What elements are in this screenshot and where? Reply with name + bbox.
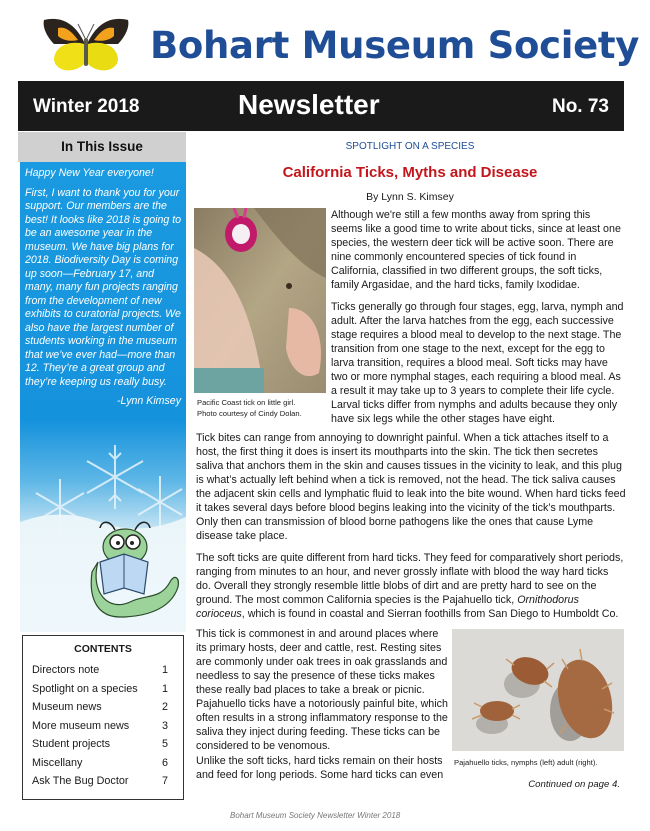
article-paragraph: Ticks generally go through four stages, egg, larva, nymph and adult. After the larva hatches from the egg, each successive stage requires a blood meal to develop to the next stage. The transition from one stage to the next, except for the egg to larva transition, requires a blood meal. Soft ticks may have two or more nymphal stages, each requiring a blood meal. As a result it may take up to 3 years to complete their life cycle. Larval ticks differ from nymphs and adults because they only have six legs while the other stages have eight. [331,301,624,425]
contents-item-label: Directors note [32,664,100,676]
contents-item-page: 2 [161,701,168,713]
directors-note [25,167,183,415]
caption-line: Pacific Coast tick on little girl. [197,398,296,407]
child-scalp-image [194,208,326,393]
newsletter-banner [18,81,624,131]
contents-item[interactable] [23,661,183,680]
contents-item-page: 7 [161,775,168,787]
issue-season: Winter 2018 [33,96,140,117]
photo-caption: Pajahuello ticks, nymphs (left) adult (right). [454,758,598,767]
paragraph-text: The soft ticks are quite different from hard ticks. They feed for comparatively short periods, ranging from minutes to an hour, and never grossly inflate with blood the way hard ticks do. Overall they strongly resemble little blobs of dirt and are pretty hard to see on the ground. The most common California species is the Pajahuello tick, [196,552,624,606]
article-headline: California Ticks, Myths and Disease [282,164,538,181]
contents-box [22,635,184,800]
article-byline: By Lynn S. Kimsey [366,191,454,203]
article-paragraph [196,551,626,621]
butterfly-icon [40,14,132,76]
issue-number: No. 73 [551,96,609,117]
contents-item[interactable] [23,698,183,717]
note-greeting: Happy New Year everyone! [25,167,154,179]
contents-item-label: Miscellany [32,756,83,769]
pajahuello-ticks-photo [452,629,624,751]
newsletter-title: Newsletter [238,89,380,120]
masthead [0,0,650,80]
caption-credit: Photo courtesy of Cindy Dolan. [197,409,302,418]
contents-item-label: More museum news [32,719,130,732]
paragraph-text: , which is found in coastal and Sierran foothills from San Diego to Humboldt Co. [241,608,619,620]
article-paragraph: This tick is commonest in and around places where its primary hosts, deer and cattle, rest. Resting sites are commonly under oak trees in oak grasslands and needless to say the presence of these ticks makes these really bad places to take a break or picnic. Pajahuello ticks have a notoriously painful bite, which often results in a strong inflammatory response to the saliva they inject during feeding. These ticks can be considered to be venomous. [196,628,448,752]
contents-item-label: Student projects [32,738,111,750]
species-name: Ornithodorus corioceus [196,594,579,620]
contents-item[interactable] [23,717,183,736]
contents-item[interactable] [23,680,183,699]
continued-link[interactable]: Continued on page 4. [528,779,620,790]
article-paragraph: Unlike the soft ticks, hard ticks remain on their hosts and feed for long periods. Some hard ticks can even [196,755,444,781]
note-body: First, I want to thank you for your support. Our members are the best! It looks like 2018 is going to be an awesome year in the museum. We have big plans for 2018. Biodiversity Day is coming up soon—February 17, and many, many fun projects ranging from the development of new exhibits to curatorial projects. We also have the largest number of students working in the museum that we’ve ever had—more than 12. They’re a great group and they’re keeping us really busy. [25,186,182,388]
contents-item-page: 6 [161,756,168,769]
contents-item-label: Ask The Bug Doctor [32,775,129,787]
contents-item[interactable] [23,754,183,773]
contents-item-page: 1 [161,664,168,676]
tick-on-child-photo [194,208,326,393]
directors-note-panel [20,162,186,632]
ticks-image [452,629,624,751]
in-this-issue-heading: In This Issue [18,132,186,162]
contents-item-page: 3 [161,719,168,732]
contents-item-label: Museum news [32,701,102,713]
note-signature: -Lynn Kimsey [117,395,181,407]
contents-item-page: 1 [161,682,168,695]
contents-item[interactable] [23,735,183,754]
article-paragraph: Although we're still a few months away from spring this seems like a good time to write about ticks, since at least one species, the western deer tick will be active soon. There are nine commonly encountered species of tick found in California, classified in two different groups, the soft ticks, family Argasidae, and the hard ticks, family Ixodidae. [331,209,621,291]
article-paragraph: Tick bites can range from annoying to downright painful. When a tick attaches itself to a host, the first thing it does is insert its mouthparts into the skin. The tick then secretes saliva that anchors them in the skin and causes tissues in the vicinity to leak, and this plug is what’s actually left behind when a tick is removed, not the head. The tick saliva causes the adjacent skin cells and lymphatic fluid to leak into the bite wound. When hard ticks feed it takes several days before blood begins leaking into the vicinity of the tick’s mouthparts. Only then can transmission of blood borne pathogens like the ones that cause Lyme disease take place. [196,432,626,542]
contents-item-label: Spotlight on a species [32,682,138,695]
article-header [196,138,624,203]
contents-item-page: 5 [161,738,168,750]
contents-item[interactable] [23,772,183,791]
contents-title: CONTENTS [74,643,132,655]
photo-caption [197,397,332,419]
article-kicker: SPOTLIGHT ON A SPECIES [345,141,475,152]
society-title: Bohart Museum Society [150,24,640,67]
page-footer: Bohart Museum Society Newsletter Winter 2018 [230,811,401,820]
